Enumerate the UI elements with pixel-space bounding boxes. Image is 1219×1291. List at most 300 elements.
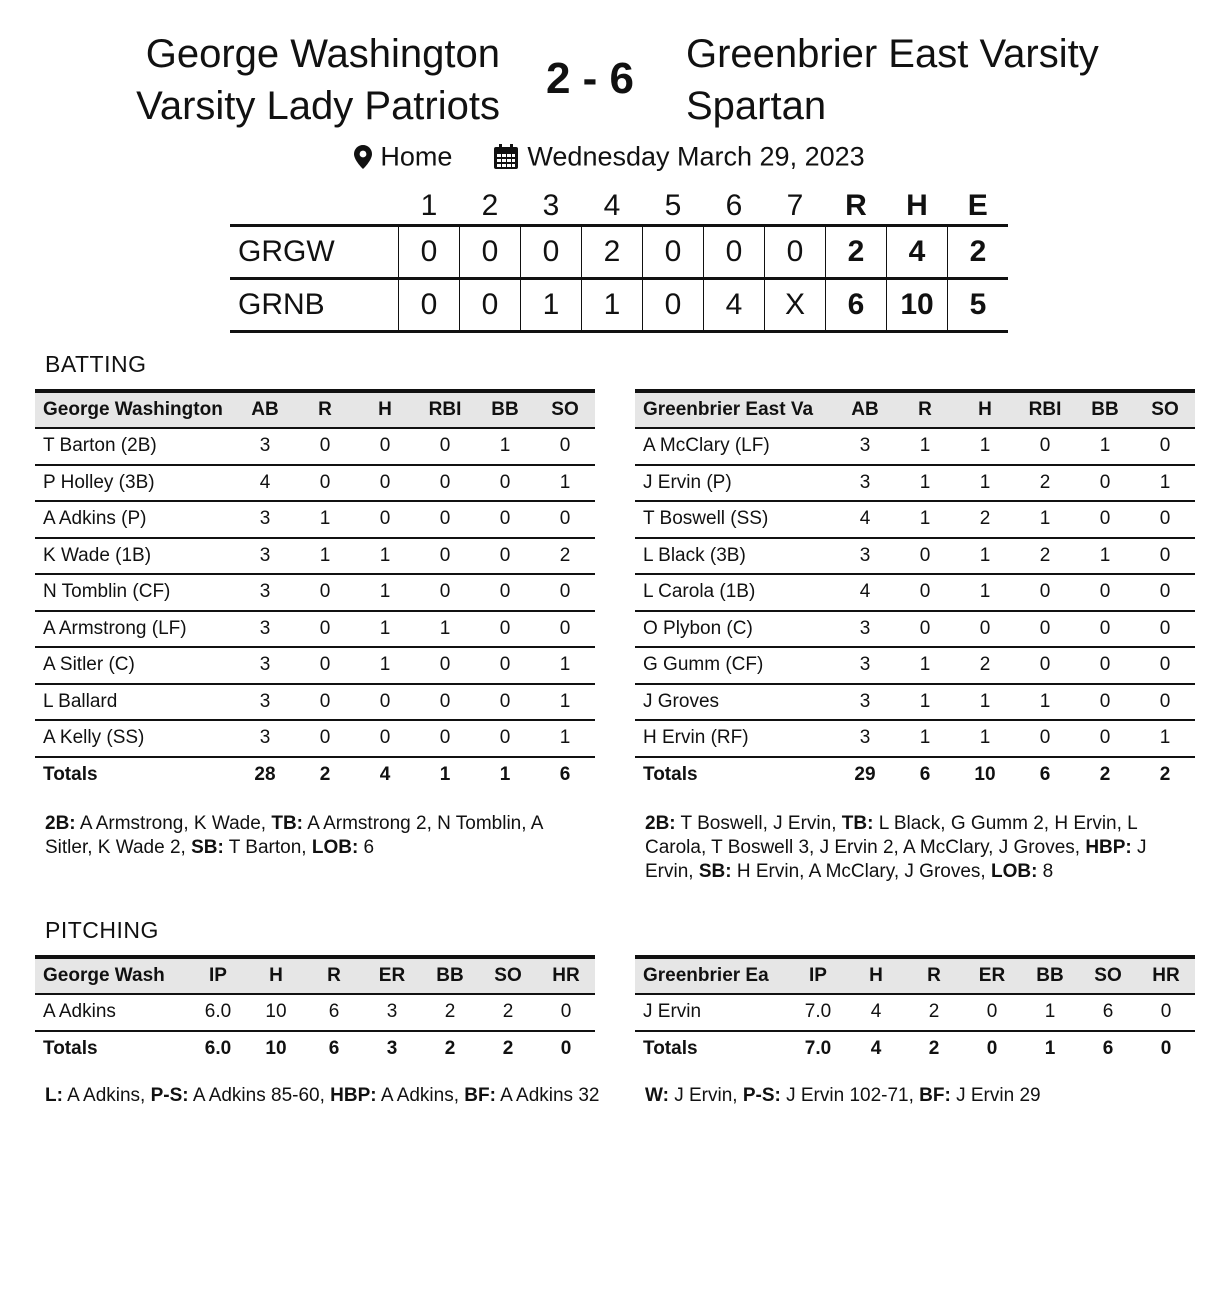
note-text: H Ervin, A McClary, J Groves, [731, 861, 991, 882]
player-row [35, 994, 595, 1031]
stat-value: 0 [415, 538, 475, 575]
stat-value: 0 [1135, 611, 1195, 648]
stat-value: 0 [1135, 684, 1195, 721]
away-pitching-notes [645, 1084, 1200, 1108]
note-label: BF: [919, 1085, 951, 1106]
stat-value: 0 [475, 720, 535, 757]
note-text: A Adkins, [62, 1085, 151, 1106]
stat-value: 0 [895, 611, 955, 648]
note-text: J Ervin, [645, 837, 1147, 882]
player-row [35, 720, 595, 757]
stat-column-header: BB [1075, 391, 1135, 428]
stat-value: 0 [1075, 720, 1135, 757]
inning-header: 5 [664, 189, 682, 222]
stat-value: 1 [295, 501, 355, 538]
stat-value: 0 [295, 647, 355, 684]
player-name: A Kelly (SS) [35, 720, 235, 757]
player-name: A Armstrong (LF) [35, 611, 235, 648]
stat-value: 2 [955, 647, 1015, 684]
total-value: 6 [895, 757, 955, 793]
stat-value: 1 [895, 647, 955, 684]
stat-value: 0 [355, 684, 415, 721]
inning-runs: 0 [643, 226, 704, 279]
total-hits: 10 [887, 279, 948, 332]
total-value: 0 [537, 1031, 595, 1067]
total-runs: 6 [826, 279, 887, 332]
player-row [635, 684, 1195, 721]
stat-column-header: R [305, 957, 363, 994]
stat-header-row [635, 957, 1195, 994]
stat-value: 1 [1075, 428, 1135, 465]
note-text: J Ervin 29 [950, 1085, 1041, 1106]
stat-header-row [635, 391, 1195, 428]
stat-value: 0 [475, 611, 535, 648]
total-errors: 2 [948, 226, 1009, 279]
inning-runs: 0 [460, 226, 521, 279]
stat-value: 0 [415, 501, 475, 538]
stat-column-header: AB [235, 391, 295, 428]
stat-column-header: H [355, 391, 415, 428]
inning-header: 3 [542, 189, 560, 222]
inning-runs: 1 [521, 279, 582, 332]
note-label: SB: [698, 861, 732, 882]
totals-label: Totals [635, 1031, 789, 1067]
inning-runs: 0 [643, 279, 704, 332]
stat-value: 0 [475, 501, 535, 538]
inning-runs: 0 [521, 226, 582, 279]
stat-column-header: H [955, 391, 1015, 428]
stat-value: 2 [535, 538, 595, 575]
stat-value: 3 [235, 684, 295, 721]
total-value: 10 [247, 1031, 305, 1067]
totals-row [635, 757, 1195, 793]
player-name: O Plybon (C) [635, 611, 835, 648]
final-score: 2 - 6 [545, 54, 635, 103]
line-score-row [230, 226, 1008, 279]
stat-column-header: SO [1079, 957, 1137, 994]
stat-value: 1 [535, 720, 595, 757]
stat-value: 3 [835, 465, 895, 502]
total-value: 6 [535, 757, 595, 793]
note-text: A Adkins, [376, 1085, 465, 1106]
line-score-table [230, 188, 1008, 333]
stat-value: 0 [535, 501, 595, 538]
stat-value: 0 [955, 611, 1015, 648]
stat-value: 0 [1135, 574, 1195, 611]
stat-value: 2 [479, 994, 537, 1031]
home-batting-notes [45, 812, 555, 860]
stat-value: 3 [835, 611, 895, 648]
stat-value: 1 [355, 538, 415, 575]
stat-value: 1 [895, 720, 955, 757]
player-row [35, 574, 595, 611]
total-value: 7.0 [789, 1031, 847, 1067]
note-label: BF: [464, 1085, 496, 1106]
stat-value: 1 [1015, 501, 1075, 538]
stat-value: 0 [475, 465, 535, 502]
player-name: A Sitler (C) [35, 647, 235, 684]
note-text: T Boswell, J Ervin, [675, 813, 842, 834]
errors-header: E [967, 189, 988, 222]
stat-value: 0 [415, 428, 475, 465]
stat-value: 3 [235, 611, 295, 648]
stat-value: 1 [895, 501, 955, 538]
player-row [35, 538, 595, 575]
player-row [635, 611, 1195, 648]
stat-value: 0 [415, 647, 475, 684]
stat-header-row [35, 391, 595, 428]
away-team-name [686, 28, 1166, 132]
total-value: 1 [1021, 1031, 1079, 1067]
total-value: 2 [295, 757, 355, 793]
stat-value: 3 [235, 574, 295, 611]
note-text: 8 [1037, 861, 1054, 882]
note-text: 6 [358, 837, 375, 858]
player-name: J Ervin (P) [635, 465, 835, 502]
stat-value: 4 [235, 465, 295, 502]
player-row [635, 465, 1195, 502]
stat-value: 0 [295, 720, 355, 757]
stat-value: 1 [955, 538, 1015, 575]
total-value: 6 [1015, 757, 1075, 793]
note-label: P-S: [742, 1085, 781, 1106]
total-value: 10 [955, 757, 1015, 793]
home-team-name [60, 28, 500, 132]
stat-value: 0 [1015, 428, 1075, 465]
total-value: 6 [305, 1031, 363, 1067]
note-text: A Adkins 32 [495, 1085, 600, 1106]
inning-runs: 0 [399, 226, 460, 279]
stat-value: 7.0 [789, 994, 847, 1031]
stat-value: 1 [895, 465, 955, 502]
stat-value: 6.0 [189, 994, 247, 1031]
total-value: 2 [905, 1031, 963, 1067]
stat-value: 0 [475, 647, 535, 684]
note-label: TB: [841, 813, 874, 834]
note-label: TB: [271, 813, 303, 834]
stat-value: 1 [955, 684, 1015, 721]
total-value: 28 [235, 757, 295, 793]
inning-runs: 0 [399, 279, 460, 332]
stat-value: 1 [535, 647, 595, 684]
stat-column-header: RBI [415, 391, 475, 428]
inning-runs: 0 [460, 279, 521, 332]
inning-runs: X [765, 279, 826, 332]
total-value: 29 [835, 757, 895, 793]
stat-value: 1 [535, 684, 595, 721]
note-text: T Barton, [223, 837, 312, 858]
stat-value: 1 [1021, 994, 1079, 1031]
game-meta [0, 140, 1219, 172]
team-column-header: Greenbrier East Va [635, 391, 835, 428]
total-errors: 5 [948, 279, 1009, 332]
total-value: 1 [475, 757, 535, 793]
player-name: L Black (3B) [635, 538, 835, 575]
stat-value: 0 [355, 720, 415, 757]
stat-value: 0 [295, 428, 355, 465]
stat-value: 1 [1015, 684, 1075, 721]
stat-value: 1 [535, 465, 595, 502]
stat-value: 2 [421, 994, 479, 1031]
stat-column-header: H [247, 957, 305, 994]
stat-value: 2 [905, 994, 963, 1031]
stat-value: 0 [1015, 647, 1075, 684]
stat-value: 0 [537, 994, 595, 1031]
player-row [35, 647, 595, 684]
inning-runs: 1 [582, 279, 643, 332]
player-row [35, 501, 595, 538]
stat-value: 6 [305, 994, 363, 1031]
stat-value: 1 [955, 428, 1015, 465]
line-score-row [230, 279, 1008, 332]
stat-value: 4 [835, 501, 895, 538]
note-label: LOB: [990, 861, 1038, 882]
total-hits: 4 [887, 226, 948, 279]
player-row [35, 465, 595, 502]
stat-value: 0 [895, 574, 955, 611]
totals-label: Totals [35, 1031, 189, 1067]
note-label: 2B: [645, 813, 676, 834]
stat-column-header: SO [479, 957, 537, 994]
stat-column-header: HR [537, 957, 595, 994]
player-name: A Adkins [35, 994, 189, 1031]
total-value: 4 [847, 1031, 905, 1067]
player-name: A McClary (LF) [635, 428, 835, 465]
stat-value: 1 [295, 538, 355, 575]
stat-value: 3 [835, 428, 895, 465]
stat-value: 1 [355, 574, 415, 611]
stat-value: 1 [415, 611, 475, 648]
stat-value: 3 [835, 647, 895, 684]
stat-value: 0 [1015, 574, 1075, 611]
home-pitching-table [35, 955, 595, 1066]
inning-runs: 0 [765, 226, 826, 279]
stat-column-header: H [847, 957, 905, 994]
stat-value: 0 [295, 465, 355, 502]
stat-value: 3 [835, 720, 895, 757]
stat-column-header: IP [789, 957, 847, 994]
stat-value: 1 [1135, 465, 1195, 502]
stat-value: 0 [1075, 684, 1135, 721]
player-name: T Barton (2B) [35, 428, 235, 465]
stat-column-header: ER [363, 957, 421, 994]
player-name: N Tomblin (CF) [35, 574, 235, 611]
player-name: G Gumm (CF) [635, 647, 835, 684]
stat-value: 0 [1075, 574, 1135, 611]
player-row [635, 574, 1195, 611]
stat-value: 1 [355, 647, 415, 684]
stat-value: 0 [355, 465, 415, 502]
stat-value: 0 [1075, 465, 1135, 502]
note-text: J Ervin 102-71, [780, 1085, 920, 1106]
stat-column-header: RBI [1015, 391, 1075, 428]
stat-column-header: BB [421, 957, 479, 994]
inning-header: 4 [603, 189, 621, 222]
total-value: 1 [415, 757, 475, 793]
stat-value: 6 [1079, 994, 1137, 1031]
stat-column-header: R [895, 391, 955, 428]
total-runs: 2 [826, 226, 887, 279]
stat-value: 0 [1075, 647, 1135, 684]
team-abbrev: GRGW [230, 226, 399, 279]
stat-column-header: AB [835, 391, 895, 428]
stat-value: 0 [415, 720, 475, 757]
stat-value: 0 [415, 574, 475, 611]
note-label: 2B: [45, 813, 76, 834]
stat-value: 0 [355, 428, 415, 465]
stat-value: 1 [955, 574, 1015, 611]
stat-value: 0 [475, 684, 535, 721]
stat-value: 0 [295, 574, 355, 611]
home-team-line2: Varsity Lady Patriots [136, 84, 500, 128]
player-name: A Adkins (P) [35, 501, 235, 538]
total-value: 0 [963, 1031, 1021, 1067]
player-name: P Holley (3B) [35, 465, 235, 502]
stat-value: 0 [1015, 720, 1075, 757]
player-name: J Groves [635, 684, 835, 721]
stat-value: 4 [835, 574, 895, 611]
total-value: 6.0 [189, 1031, 247, 1067]
note-label: SB: [191, 837, 224, 858]
inning-header: 1 [420, 189, 438, 222]
home-pitching-notes [45, 1084, 600, 1108]
stat-column-header: BB [1021, 957, 1079, 994]
note-label: W: [645, 1085, 669, 1106]
stat-value: 3 [235, 720, 295, 757]
stat-value: 0 [475, 538, 535, 575]
stat-column-header: IP [189, 957, 247, 994]
player-row [35, 428, 595, 465]
player-name: L Carola (1B) [635, 574, 835, 611]
game-date: Wednesday March 29, 2023 [527, 141, 865, 172]
line-score-header [230, 188, 1008, 226]
player-row [635, 720, 1195, 757]
totals-row [635, 1031, 1195, 1067]
note-text: A Armstrong 2, N Tomblin, A Sitler, K Wade 2, [45, 813, 543, 858]
stat-value: 1 [355, 611, 415, 648]
team-column-header: George Washington [35, 391, 235, 428]
stat-value: 0 [535, 574, 595, 611]
total-value: 6 [1079, 1031, 1137, 1067]
stat-value: 3 [835, 684, 895, 721]
map-pin-icon [354, 145, 372, 169]
total-value: 0 [1137, 1031, 1195, 1067]
stat-column-header: HR [1137, 957, 1195, 994]
stat-value: 3 [235, 428, 295, 465]
player-row [635, 501, 1195, 538]
stat-value: 3 [235, 538, 295, 575]
batting-section-title: BATTING [45, 351, 147, 377]
inning-header: 6 [725, 189, 743, 222]
stat-value: 1 [895, 684, 955, 721]
inning-runs: 4 [704, 279, 765, 332]
note-label: HBP: [1085, 837, 1132, 858]
totals-label: Totals [35, 757, 235, 793]
stat-value: 0 [535, 611, 595, 648]
stat-value: 0 [1135, 538, 1195, 575]
stat-value: 1 [475, 428, 535, 465]
note-label: HBP: [330, 1085, 377, 1106]
total-value: 2 [1135, 757, 1195, 793]
note-label: P-S: [150, 1085, 189, 1106]
stat-column-header: ER [963, 957, 1021, 994]
totals-row [35, 1031, 595, 1067]
note-text: L Black, G Gumm 2, H Ervin, L Carola, T Boswell 3, J Ervin 2, A McClary, J Groves, [645, 813, 1138, 858]
stat-value: 0 [355, 501, 415, 538]
stat-value: 0 [1075, 611, 1135, 648]
stat-value: 0 [295, 684, 355, 721]
player-row [35, 611, 595, 648]
home-team-line1: George Washington [145, 32, 500, 76]
stat-value: 2 [955, 501, 1015, 538]
stat-value: 3 [235, 647, 295, 684]
stat-column-header: BB [475, 391, 535, 428]
note-text: A Adkins 85-60, [188, 1085, 331, 1106]
game-header [0, 28, 1219, 138]
player-row [35, 684, 595, 721]
away-team-line2: Spartan [686, 84, 827, 128]
stat-value: 0 [895, 538, 955, 575]
stat-value: 3 [363, 994, 421, 1031]
stat-value: 0 [415, 465, 475, 502]
stat-value: 1 [1135, 720, 1195, 757]
inning-header: 7 [786, 189, 804, 222]
stat-column-header: R [905, 957, 963, 994]
stat-value: 3 [235, 501, 295, 538]
player-row [635, 538, 1195, 575]
inning-header: 2 [481, 189, 499, 222]
stat-value: 0 [415, 684, 475, 721]
stat-column-header: R [295, 391, 355, 428]
total-value: 4 [355, 757, 415, 793]
player-name: J Ervin [635, 994, 789, 1031]
home-batting-table [35, 389, 595, 792]
stat-value: 0 [1135, 647, 1195, 684]
note-text: J Ervin, [668, 1085, 743, 1106]
player-name: L Ballard [35, 684, 235, 721]
totals-row [35, 757, 595, 793]
away-batting-notes [645, 812, 1200, 884]
stat-value: 4 [847, 994, 905, 1031]
pitching-section-title: PITCHING [45, 917, 159, 943]
player-name: T Boswell (SS) [635, 501, 835, 538]
stat-value: 0 [535, 428, 595, 465]
hits-header: H [906, 189, 928, 222]
total-value: 2 [421, 1031, 479, 1067]
total-value: 3 [363, 1031, 421, 1067]
stat-value: 10 [247, 994, 305, 1031]
inning-runs: 0 [704, 226, 765, 279]
player-row [635, 428, 1195, 465]
stat-value: 3 [835, 538, 895, 575]
away-pitching-table [635, 955, 1195, 1066]
player-name: K Wade (1B) [35, 538, 235, 575]
away-batting-table [635, 389, 1195, 792]
location-label: Home [380, 141, 453, 172]
inning-runs: 2 [582, 226, 643, 279]
stat-value: 2 [1015, 465, 1075, 502]
note-label: L: [45, 1085, 63, 1106]
stat-column-header: SO [1135, 391, 1195, 428]
stat-header-row [35, 957, 595, 994]
stat-value: 0 [1137, 994, 1195, 1031]
player-row [635, 994, 1195, 1031]
calendar-icon [493, 144, 519, 170]
stat-value: 1 [1075, 538, 1135, 575]
stat-column-header: SO [535, 391, 595, 428]
stat-value: 0 [1135, 428, 1195, 465]
stat-value: 1 [895, 428, 955, 465]
